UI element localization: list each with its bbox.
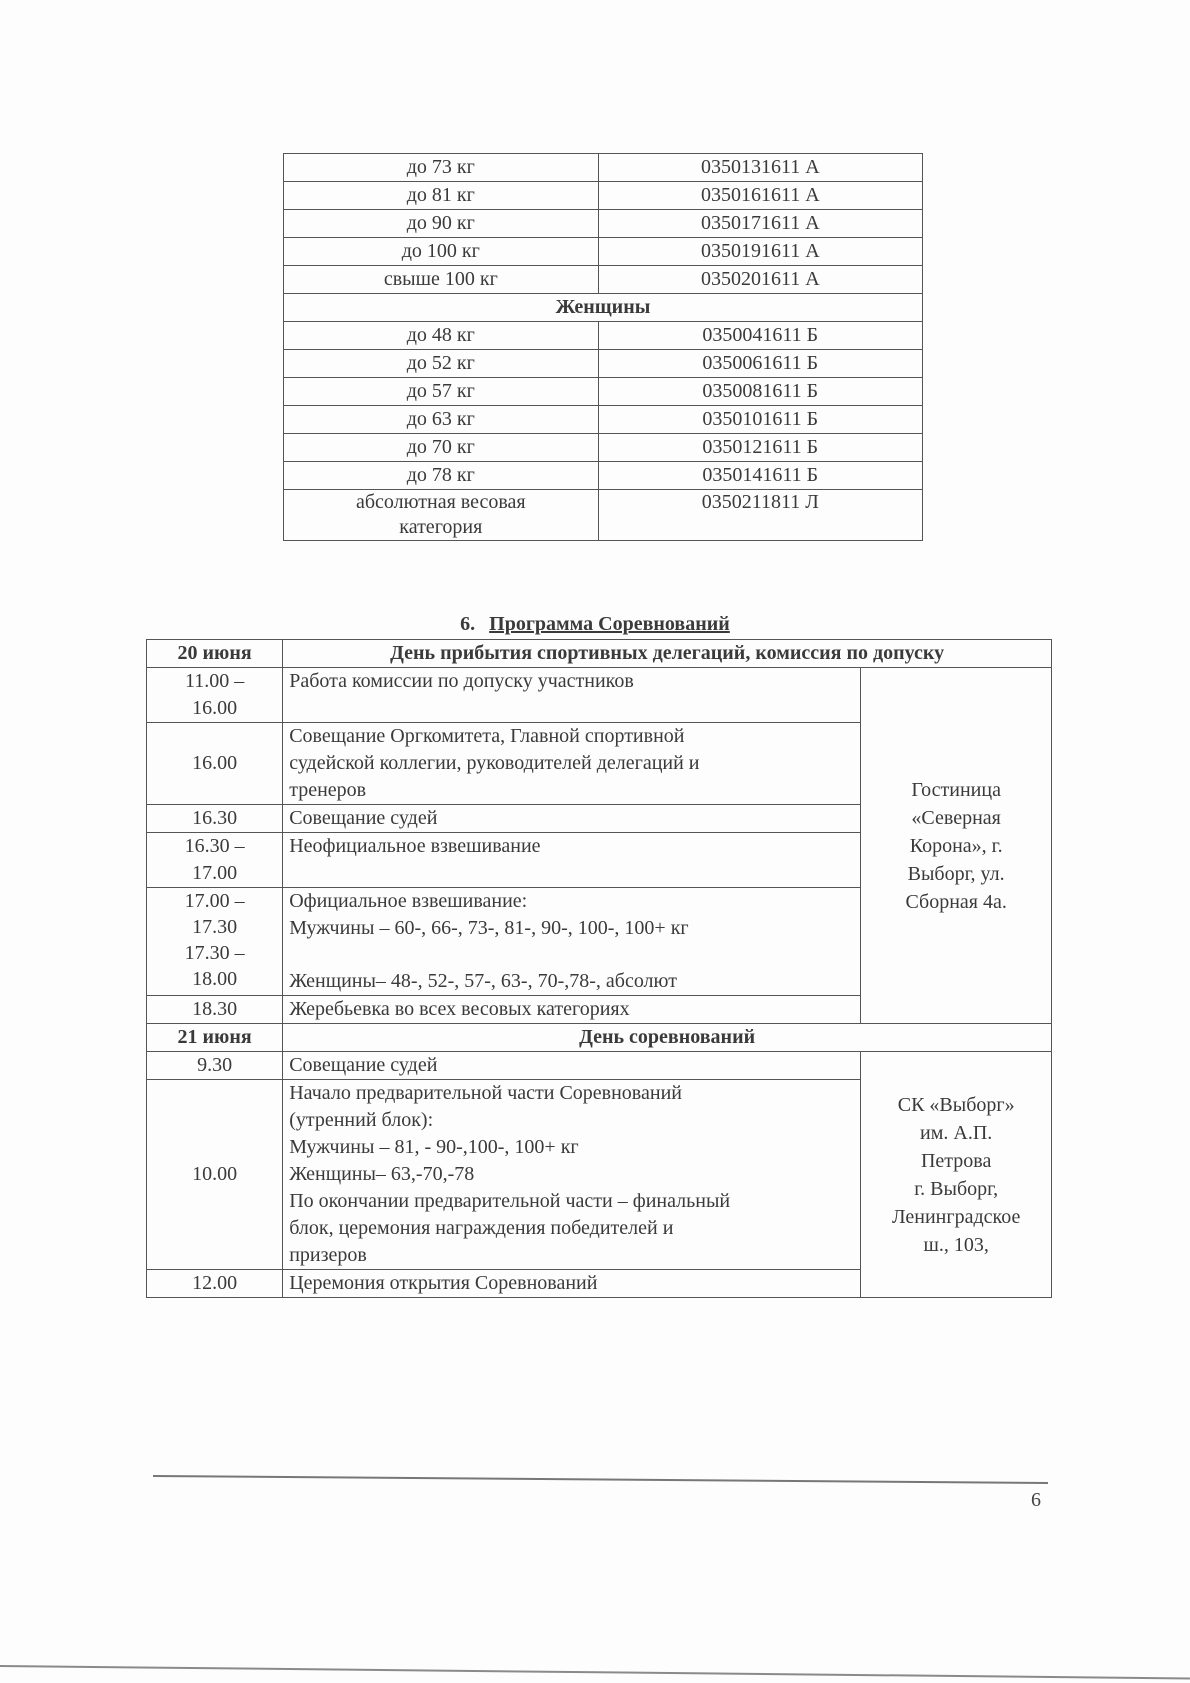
venue-line: ш., 103, (923, 1233, 989, 1256)
weight-category-table (283, 153, 923, 541)
venue-line: Гостиница (911, 778, 1001, 801)
weight-category (284, 490, 599, 541)
event-line: Неофициальное взвешивание (289, 835, 541, 857)
table-row (284, 266, 923, 294)
weight-category: до 73 кг (284, 154, 599, 182)
event-line: (утренний блок): (289, 1109, 434, 1131)
venue-line: «Северная (911, 806, 1001, 829)
event-line: Женщины– 48-, 52-, 57-, 63-, 70-,78-, абсолют (289, 970, 677, 992)
schedule-event (283, 1270, 861, 1298)
time-line: 16.30 (192, 807, 238, 829)
time-line: 12.00 (192, 1272, 238, 1294)
weight-category: свыше 100 кг (284, 266, 599, 294)
table-row (284, 490, 923, 541)
time-line: 16.00 (192, 752, 238, 774)
women-group-header: Женщины (284, 294, 923, 322)
table-row (284, 462, 923, 490)
event-line: Начало предварительной части Соревнований (289, 1082, 682, 1104)
schedule-event (283, 1052, 861, 1080)
schedule-time (147, 833, 283, 888)
time-line: 10.00 (192, 1163, 238, 1185)
table-row (284, 406, 923, 434)
time-line: 16.30 – (184, 835, 245, 857)
footer-divider (153, 1475, 1048, 1484)
category-code: 0350101611 Б (598, 406, 922, 434)
schedule-time (147, 1270, 283, 1298)
category-code: 0350201611 А (598, 266, 922, 294)
weight-category: до 78 кг (284, 462, 599, 490)
weight-category: до 70 кг (284, 434, 599, 462)
venue-line: Корона», г. (909, 834, 1003, 857)
time-line: 17.00 – (184, 890, 245, 912)
day-header-row (147, 1024, 1052, 1052)
category-code: 0350161611 А (598, 182, 922, 210)
schedule-event (283, 833, 861, 888)
category-code: 0350171611 А (598, 210, 922, 238)
program-table (146, 639, 1052, 1298)
table-row (284, 182, 923, 210)
weight-category: до 81 кг (284, 182, 599, 210)
schedule-time (147, 888, 283, 996)
day-header-row (147, 640, 1052, 668)
table-row (284, 350, 923, 378)
section-heading (0, 612, 1190, 636)
page-number: 6 (1031, 1489, 1041, 1511)
event-line: Работа комиссии по допуску участников (289, 670, 634, 692)
scan-page-edge (0, 1665, 1190, 1679)
table-row (284, 210, 923, 238)
time-line: 9.30 (197, 1054, 233, 1076)
schedule-event (283, 668, 861, 723)
weight-category: до 48 кг (284, 322, 599, 350)
day-title: День соревнований (283, 1024, 1052, 1052)
category-line: абсолютная весовая (355, 491, 526, 513)
category-code: 0350121611 Б (598, 434, 922, 462)
category-code: 0350131611 А (598, 154, 922, 182)
venue-line: Ленинградское (891, 1205, 1021, 1228)
day-title: День прибытия спортивных делегаций, комиссия по допуску (283, 640, 1052, 668)
venue-line: г. Выборг, (914, 1177, 999, 1200)
event-line: судейской коллегии, руководителей делегаций и (289, 752, 700, 774)
schedule-event (283, 805, 861, 833)
event-line: По окончании предварительной части – финальный (289, 1190, 731, 1212)
event-line: блок, церемония награждения победителей и (289, 1217, 674, 1239)
time-line: 17.00 (192, 862, 238, 884)
venue-line: Сборная 4а. (905, 890, 1007, 913)
weight-category: до 63 кг (284, 406, 599, 434)
weight-category: до 90 кг (284, 210, 599, 238)
section-number: 6. (460, 613, 476, 635)
table-row (284, 154, 923, 182)
time-line: 18.30 (192, 998, 238, 1020)
schedule-time (147, 668, 283, 723)
schedule-event (283, 723, 861, 805)
time-line: 18.00 (192, 968, 238, 990)
time-line: 11.00 – (184, 670, 245, 692)
venue-line: СК «Выборг» (897, 1093, 1015, 1116)
event-line: Жеребьевка во всех весовых категориях (289, 998, 630, 1020)
venue-line: Петрова (920, 1149, 992, 1172)
category-code: 0350041611 Б (598, 322, 922, 350)
event-line: Женщины– 63,-70,-78 (289, 1163, 475, 1185)
schedule-time (147, 723, 283, 805)
table-row (284, 238, 923, 266)
schedule-time (147, 1080, 283, 1270)
weight-category: до 100 кг (284, 238, 599, 266)
group-header-row (284, 294, 923, 322)
event-line: Совещание судей (289, 1054, 438, 1076)
day-date: 21 июня (147, 1024, 283, 1052)
section-title: Программа Соревнований (489, 613, 730, 635)
day-date: 20 июня (147, 640, 283, 668)
category-line: категория (399, 516, 483, 538)
category-code: 0350211811 Л (598, 490, 922, 541)
event-line: Совещание судей (289, 807, 438, 829)
event-line: тренеров (289, 779, 367, 801)
category-code: 0350061611 Б (598, 350, 922, 378)
event-line: Мужчины – 81, - 90-,100-, 100+ кг (289, 1136, 579, 1158)
venue-line: им. А.П. (920, 1121, 993, 1144)
schedule-event (283, 1080, 861, 1270)
schedule-event (283, 996, 861, 1024)
weight-category: до 57 кг (284, 378, 599, 406)
event-line: Церемония открытия Соревнований (289, 1272, 598, 1294)
table-row (284, 434, 923, 462)
category-code: 0350141611 Б (598, 462, 922, 490)
schedule-row (147, 668, 1052, 723)
schedule-event (283, 888, 861, 996)
venue-cell (861, 668, 1052, 1024)
schedule-time (147, 1052, 283, 1080)
table-row (284, 322, 923, 350)
schedule-time (147, 996, 283, 1024)
event-line: призеров (289, 1244, 367, 1266)
schedule-time (147, 805, 283, 833)
table-row (284, 378, 923, 406)
time-line: 17.30 (192, 916, 238, 938)
event-line: Мужчины – 60-, 66-, 73-, 81-, 90-, 100-, 100+ кг (289, 917, 689, 939)
venue-line: Выборг, ул. (907, 862, 1005, 885)
event-line: Официальное взвешивание: (289, 890, 528, 912)
time-line: 16.00 (192, 697, 238, 719)
weight-category: до 52 кг (284, 350, 599, 378)
event-spacer (289, 942, 854, 968)
schedule-row (147, 1052, 1052, 1080)
venue-cell (861, 1052, 1052, 1298)
category-code: 0350191611 А (598, 238, 922, 266)
time-line: 17.30 – (184, 942, 245, 964)
event-line: Совещание Оргкомитета, Главной спортивной (289, 725, 685, 747)
category-code: 0350081611 Б (598, 378, 922, 406)
